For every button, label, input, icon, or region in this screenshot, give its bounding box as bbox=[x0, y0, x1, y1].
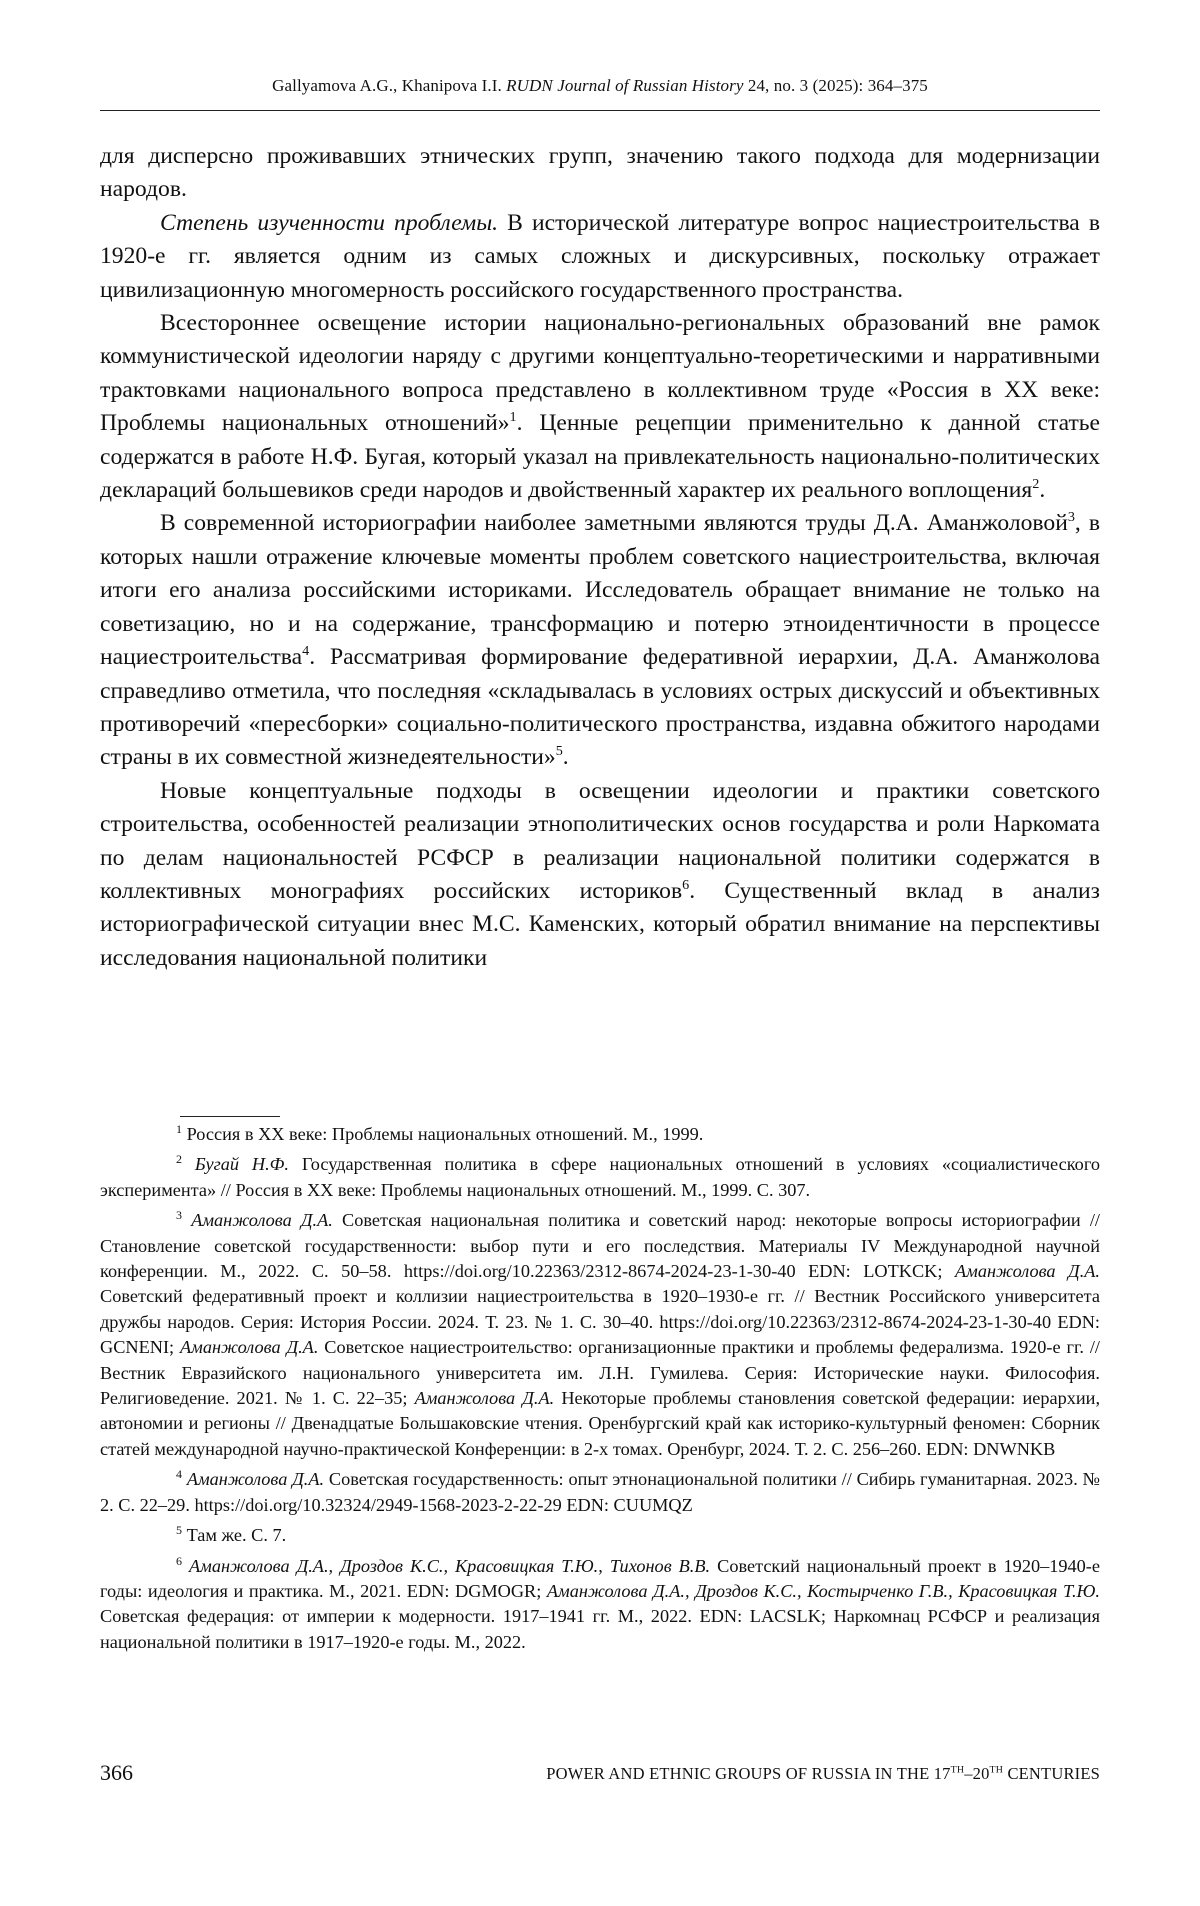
footnote-6: 6 Аманжолова Д.А., Дроздов К.С., Красовицкая Т.Ю., Тихонов В.В. Советский национальный проект в 1920–1940-е годы: идеология и практика. М., 2021. EDN: DGMOGR; Аманжолова Д.А., Дроздов К.С., Костырченко Г.В., Красовицкая Т.Ю. Советская федерация: от империи к модерности. 1917–1941 гг. М., 2022. EDN: LACSLK; Наркомнац РСФСР и реализация национальной политики в 1917–1920-е годы. М., 2022. bbox=[100, 1554, 1100, 1656]
running-header bbox=[100, 76, 1100, 96]
footnote-1: 1 Россия в ХХ веке: Проблемы национальных отношений. М., 1999. bbox=[100, 1122, 1100, 1147]
footnote-ref-4[interactable]: 4 bbox=[302, 643, 309, 659]
header-rule bbox=[100, 110, 1100, 111]
main-text bbox=[100, 140, 1100, 975]
footnote-3: 3 Аманжолова Д.А. Советская национальная политика и советский народ: некоторые вопросы историографии // Становление советской государственности: выбор пути и его последствия. Материалы IV Международной научной конференции. М., 2022. С. 50–58. https://doi.org/10.22363/2312-8674-2024-23-1-30-40 EDN: LOTKCK; Аманжолова Д.А. Советский федеративный проект и коллизии нациестроительства в 1920–1930-е гг. // Вестник Российского университета дружбы народов. Серия: История России. 2024. Т. 23. № 1. С. 30–40. https://doi.org/10.22363/2312-8674-2024-23-1-30-40 EDN: GCNENI; Аманжолова Д.А. Советское нациестроительство: организационные практики и проблемы федерализма. 1920-е гг. // Вестник Евразийского национального университета им. Л.Н. Гумилева. Серия: Исторические науки. Философия. Религиоведение. 2021. № 1. С. 22–35; Аманжолова Д.А. Некоторые проблемы становления советской федерации: иерархии, автономии и регионы // Двенадцатые Большаковские чтения. Оренбургский край как историко-культурный феномен: Сборник статей международной научно-практической Конференции: в 2-х томах. Оренбург, 2024. Т. 2. С. 256–260. EDN: DNWNKB bbox=[100, 1208, 1100, 1462]
footnote-ref-2[interactable]: 2 bbox=[1032, 476, 1039, 492]
paragraph-1: для дисперсно проживавших этнических групп, значению такого подхода для модернизации народов. bbox=[100, 140, 1100, 207]
footnote-ref-5[interactable]: 5 bbox=[556, 743, 563, 759]
section-heading-inline: Степень изученности проблемы. bbox=[160, 210, 498, 236]
header-issue: 24, no. 3 (2025): 364–375 bbox=[748, 76, 928, 95]
footnote-4: 4 Аманжолова Д.А. Советская государственность: опыт этнонациональной политики // Сибирь гуманитарная. 2023. № 2. С. 22–29. https://doi.org/10.32324/2949-1568-2023-2-22-29 EDN: CUUMQZ bbox=[100, 1467, 1100, 1518]
footnote-2: 2 Бугай Н.Ф. Государственная политика в сфере национальных отношений в условиях «социалистического эксперимента» // Россия в ХХ веке: Проблемы национальных отношений. М., 1999. С. 307. bbox=[100, 1152, 1100, 1203]
header-authors: Gallyamova A.G., Khanipova I.I. bbox=[272, 76, 502, 95]
footnotes bbox=[100, 1122, 1100, 1660]
footnote-rule bbox=[180, 1116, 280, 1117]
paragraph-3: Всестороннее освещение истории национально-региональных образований вне рамок коммунистической идеологии наряду с другими концептуально-теоретическими и нарративными трактовками национального вопроса представлено в коллективном труде «Россия в ХХ веке: Проблемы национальных отношений»1. Ценные рецепции применительно к данной статье содержатся в работе Н.Ф. Бугая, который указал на привлекательность национально-политических деклараций большевиков среди народов и двойственный характер их реального воплощения2. bbox=[100, 307, 1100, 507]
footnote-ref-1[interactable]: 1 bbox=[510, 409, 517, 425]
header-journal: RUDN Journal of Russian History bbox=[506, 76, 743, 95]
paragraph-4: В современной историографии наиболее заметными являются труды Д.А. Аманжоловой3, в которых нашли отражение ключевые моменты проблем советского нациестроительства, включая итоги его анализа российскими историками. Исследователь обращает внимание не только на советизацию, но и на содержание, трансформацию и потерю этноидентичности в процессе нациестроительства4. Рассматривая формирование федеративной иерархии, Д.А. Аманжолова справедливо отметила, что последняя «складывалась в условиях острых дискуссий и объективных противоречий «пересборки» социально-политического пространства, издавна обжитого народами страны в их совместной жизнедеятельности»5. bbox=[100, 507, 1100, 774]
paragraph-2: Степень изученности проблемы. В исторической литературе вопрос нациестроительства в 1920-е гг. является одним из самых сложных и дискурсивных, поскольку отражает цивилизационную многомерность российского государственного пространства. bbox=[100, 207, 1100, 307]
paragraph-5: Новые концептуальные подходы в освещении идеологии и практики советского строительства, особенностей реализации этнополитических основ государства и роли Наркомата по делам национальностей РСФСР в реализации национальной политики содержатся в коллективных монографиях российских историков6. Существенный вклад в анализ историографической ситуации внес М.С. Каменских, который обратил внимание на перспективы исследования национальной политики bbox=[100, 775, 1100, 975]
footnote-5: 5 Там же. С. 7. bbox=[100, 1523, 1100, 1548]
running-footer: POWER AND ETHNIC GROUPS OF RUSSIA IN THE 17TH–20TH CENTURIES bbox=[546, 1764, 1100, 1784]
footnote-ref-3[interactable]: 3 bbox=[1068, 510, 1075, 526]
footnote-ref-6[interactable]: 6 bbox=[682, 877, 689, 893]
page-number: 366 bbox=[100, 1760, 133, 1786]
